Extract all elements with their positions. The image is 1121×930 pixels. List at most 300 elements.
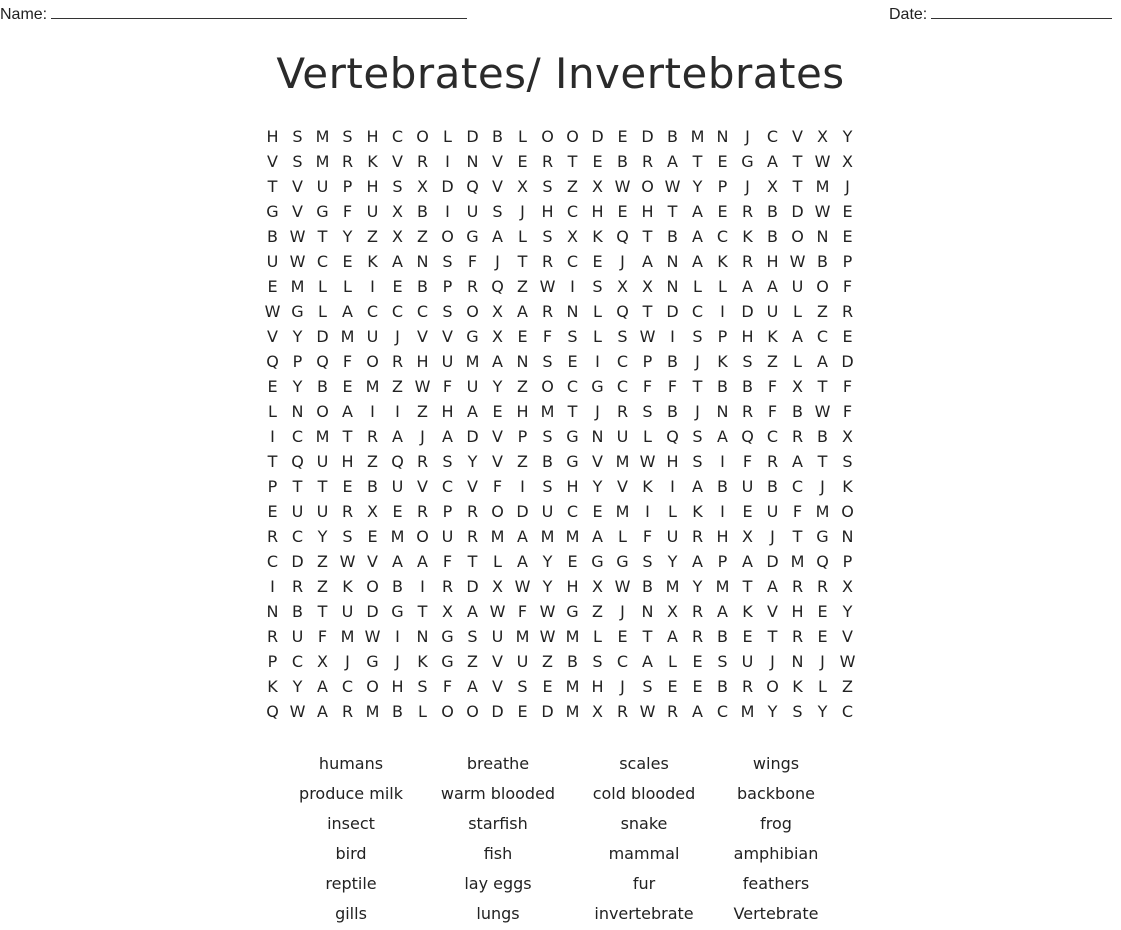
grid-letter: Q — [666, 427, 679, 446]
grid-letter: E — [842, 227, 853, 246]
grid-row — [260, 249, 860, 274]
grid-letter: I — [270, 427, 275, 446]
name-blank-line — [51, 2, 467, 19]
grid-letter: J — [420, 427, 425, 446]
grid-letter: Z — [817, 302, 828, 321]
grid-letter: B — [267, 227, 278, 246]
grid-letter: V — [492, 427, 503, 446]
grid-letter: D — [466, 127, 479, 146]
grid-letter: O — [416, 127, 429, 146]
grid-letter: M — [290, 277, 305, 296]
grid-letter: Q — [616, 227, 629, 246]
grid-letter: K — [742, 602, 753, 621]
grid-letter: L — [793, 302, 802, 321]
grid-letter: A — [467, 402, 478, 421]
grid-letter: G — [741, 152, 754, 171]
grid-letter: A — [467, 602, 478, 621]
grid-letter: M — [365, 702, 380, 721]
grid-letter: P — [842, 552, 853, 571]
grid-row — [260, 574, 860, 599]
grid-letter: K — [742, 227, 753, 246]
grid-letter: P — [342, 177, 353, 196]
grid-letter: A — [642, 252, 653, 271]
word-list-item: warm blooded — [440, 784, 556, 803]
grid-letter: T — [292, 477, 303, 496]
grid-letter: E — [342, 477, 353, 496]
grid-letter: Y — [542, 577, 553, 596]
grid-letter: X — [767, 177, 778, 196]
grid-letter: W — [814, 152, 831, 171]
grid-letter: L — [818, 677, 827, 696]
grid-letter: V — [417, 477, 428, 496]
grid-letter: R — [691, 627, 704, 646]
grid-letter: E — [517, 327, 528, 346]
grid-letter: F — [767, 402, 778, 421]
grid-row — [260, 499, 860, 524]
grid-letter: P — [642, 352, 653, 371]
grid-letter: A — [717, 427, 728, 446]
grid-letter: V — [292, 177, 303, 196]
grid-letter: O — [566, 127, 579, 146]
grid-row — [260, 424, 860, 449]
grid-letter: H — [591, 202, 604, 221]
grid-letter: Y — [342, 227, 353, 246]
grid-letter: C — [441, 477, 454, 496]
grid-letter: O — [466, 702, 479, 721]
grid-letter: M — [340, 327, 355, 346]
grid-letter: H — [566, 477, 579, 496]
grid-letter: N — [716, 127, 729, 146]
grid-letter: B — [367, 477, 378, 496]
grid-letter: C — [366, 302, 379, 321]
grid-letter: E — [267, 377, 278, 396]
grid-letter: G — [616, 552, 629, 571]
grid-letter: N — [416, 627, 429, 646]
grid-letter: U — [791, 277, 804, 296]
word-list-item: mammal — [608, 844, 680, 863]
grid-letter: G — [566, 452, 579, 471]
grid-letter: H — [666, 452, 679, 471]
grid-letter: M — [365, 377, 380, 396]
word-list-item: gills — [335, 904, 367, 923]
grid-letter: J — [620, 602, 625, 621]
grid-letter: W — [264, 302, 281, 321]
grid-letter: Q — [266, 352, 279, 371]
grid-letter: W — [489, 602, 506, 621]
grid-letter: M — [565, 677, 580, 696]
grid-letter: V — [267, 327, 278, 346]
grid-letter: C — [766, 427, 779, 446]
grid-letter: K — [642, 477, 653, 496]
grid-letter: S — [592, 652, 603, 671]
grid-letter: P — [717, 552, 728, 571]
grid-letter: Z — [517, 277, 528, 296]
grid-letter: Y — [767, 702, 778, 721]
grid-letter: S — [517, 677, 528, 696]
grid-letter: P — [717, 327, 728, 346]
grid-letter: J — [395, 327, 400, 346]
grid-row — [260, 449, 860, 474]
grid-letter: Z — [517, 377, 528, 396]
grid-letter: Z — [567, 177, 578, 196]
grid-letter: K — [592, 227, 603, 246]
grid-letter: R — [541, 252, 554, 271]
grid-letter: Z — [392, 377, 403, 396]
grid-letter: A — [417, 552, 428, 571]
grid-letter: H — [766, 252, 779, 271]
grid-letter: Z — [317, 577, 328, 596]
grid-letter: F — [517, 602, 528, 621]
grid-letter: D — [541, 702, 554, 721]
grid-letter: L — [593, 627, 602, 646]
grid-row — [260, 349, 860, 374]
grid-letter: E — [592, 152, 603, 171]
grid-letter: A — [742, 277, 753, 296]
grid-letter: V — [292, 202, 303, 221]
grid-letter: V — [392, 152, 403, 171]
grid-letter: Z — [467, 652, 478, 671]
grid-letter: R — [766, 452, 779, 471]
grid-letter: E — [392, 277, 403, 296]
grid-letter: A — [592, 527, 603, 546]
grid-letter: U — [266, 252, 279, 271]
grid-letter: C — [566, 377, 579, 396]
grid-letter: T — [342, 427, 353, 446]
grid-letter: I — [720, 302, 725, 321]
grid-letter: R — [616, 702, 629, 721]
grid-letter: T — [667, 202, 678, 221]
grid-letter: D — [791, 202, 804, 221]
grid-letter: Y — [292, 377, 303, 396]
grid-letter: Z — [517, 452, 528, 471]
grid-letter: A — [392, 427, 403, 446]
grid-letter: T — [642, 302, 653, 321]
grid-letter: C — [691, 302, 704, 321]
grid-row — [260, 199, 860, 224]
grid-letter: K — [717, 252, 728, 271]
grid-letter: N — [266, 602, 279, 621]
grid-letter: F — [842, 277, 853, 296]
grid-letter: S — [542, 477, 553, 496]
grid-letter: D — [291, 552, 304, 571]
grid-letter: F — [442, 552, 453, 571]
word-list-item: bird — [335, 844, 367, 863]
grid-letter: B — [767, 227, 778, 246]
grid-letter: W — [539, 277, 556, 296]
word-list-item: snake — [620, 814, 668, 833]
grid-letter: X — [517, 177, 528, 196]
grid-letter: W — [639, 702, 656, 721]
grid-letter: C — [416, 302, 429, 321]
grid-letter: F — [842, 402, 853, 421]
grid-letter: L — [618, 527, 627, 546]
grid-letter: R — [341, 502, 354, 521]
grid-letter: Q — [291, 452, 304, 471]
grid-letter: P — [442, 277, 453, 296]
grid-letter: H — [266, 127, 279, 146]
grid-letter: X — [592, 177, 603, 196]
grid-letter: M — [315, 427, 330, 446]
grid-letter: R — [541, 302, 554, 321]
grid-letter: C — [566, 202, 579, 221]
grid-letter: O — [491, 502, 504, 521]
grid-letter: A — [767, 577, 778, 596]
grid-letter: T — [742, 577, 753, 596]
grid-letter: S — [342, 527, 353, 546]
grid-letter: N — [666, 252, 679, 271]
grid-letter: A — [492, 352, 503, 371]
grid-letter: U — [316, 502, 329, 521]
grid-letter: B — [717, 377, 728, 396]
grid-letter: R — [466, 277, 479, 296]
grid-letter: H — [366, 127, 379, 146]
grid-letter: V — [492, 452, 503, 471]
word-list-item: humans — [318, 754, 384, 773]
grid-letter: X — [492, 327, 503, 346]
grid-letter: M — [790, 552, 805, 571]
grid-letter: V — [492, 677, 503, 696]
grid-letter: C — [766, 127, 779, 146]
grid-letter: E — [492, 402, 503, 421]
grid-letter: S — [592, 277, 603, 296]
grid-letter: L — [418, 702, 427, 721]
grid-letter: U — [391, 477, 404, 496]
grid-letter: W — [339, 552, 356, 571]
grid-letter: Q — [266, 702, 279, 721]
grid-letter: R — [466, 502, 479, 521]
grid-letter: X — [492, 577, 503, 596]
grid-letter: B — [667, 352, 678, 371]
grid-letter: A — [692, 227, 703, 246]
grid-letter: X — [442, 602, 453, 621]
grid-letter: A — [817, 352, 828, 371]
grid-letter: Z — [417, 402, 428, 421]
grid-letter: F — [492, 477, 503, 496]
grid-letter: S — [692, 452, 703, 471]
grid-letter: E — [667, 677, 678, 696]
grid-letter: A — [442, 427, 453, 446]
grid-letter: E — [817, 627, 828, 646]
grid-letter: A — [392, 252, 403, 271]
grid-letter: A — [492, 227, 503, 246]
grid-letter: V — [767, 602, 778, 621]
grid-letter: M — [315, 152, 330, 171]
grid-letter: E — [692, 652, 703, 671]
grid-letter: V — [617, 477, 628, 496]
grid-letter: L — [518, 127, 527, 146]
grid-letter: X — [417, 177, 428, 196]
page-title: Vertebrates/ Invertebrates — [276, 49, 845, 98]
grid-letter: A — [667, 152, 678, 171]
grid-letter: B — [667, 402, 678, 421]
grid-letter: A — [792, 327, 803, 346]
grid-letter: I — [520, 477, 525, 496]
grid-letter: X — [617, 277, 628, 296]
grid-letter: U — [466, 202, 479, 221]
grid-letter: D — [466, 577, 479, 596]
name-label: Name: — [0, 6, 48, 23]
grid-letter: D — [491, 702, 504, 721]
grid-letter: L — [518, 227, 527, 246]
grid-letter: I — [445, 202, 450, 221]
grid-letter: A — [467, 677, 478, 696]
grid-letter: E — [817, 602, 828, 621]
grid-letter: G — [591, 552, 604, 571]
grid-letter: H — [516, 402, 529, 421]
grid-letter: W — [289, 227, 306, 246]
grid-letter: H — [591, 677, 604, 696]
grid-letter: B — [292, 602, 303, 621]
grid-letter: R — [391, 352, 404, 371]
grid-letter: K — [842, 477, 853, 496]
grid-row — [260, 699, 860, 724]
grid-letter: P — [292, 352, 303, 371]
grid-letter: W — [789, 252, 806, 271]
name-field — [0, 2, 467, 26]
grid-letter: B — [392, 577, 403, 596]
word-list-item: starfish — [468, 814, 528, 833]
grid-letter: F — [842, 377, 853, 396]
grid-letter: S — [442, 252, 453, 271]
grid-letter: Y — [292, 677, 303, 696]
grid-letter: G — [366, 652, 379, 671]
grid-letter: L — [268, 402, 277, 421]
grid-letter: A — [342, 402, 353, 421]
word-list-item: fish — [483, 844, 513, 863]
grid-letter: R — [791, 577, 804, 596]
grid-letter: M — [565, 702, 580, 721]
grid-letter: X — [842, 152, 853, 171]
grid-letter: L — [718, 277, 727, 296]
grid-row — [260, 624, 860, 649]
grid-letter: S — [642, 402, 653, 421]
grid-letter: K — [692, 502, 703, 521]
grid-letter: S — [392, 177, 403, 196]
grid-letter: R — [466, 527, 479, 546]
grid-letter: C — [716, 227, 729, 246]
grid-letter: R — [341, 152, 354, 171]
grid-letter: A — [392, 552, 403, 571]
grid-letter: X — [392, 227, 403, 246]
grid-letter: B — [667, 227, 678, 246]
grid-letter: Z — [367, 452, 378, 471]
grid-letter: V — [367, 552, 378, 571]
grid-letter: V — [417, 327, 428, 346]
grid-letter: T — [467, 552, 478, 571]
grid-letter: Z — [317, 552, 328, 571]
grid-letter: S — [692, 327, 703, 346]
word-list-item: Vertebrate — [733, 904, 819, 923]
grid-letter: W — [614, 177, 631, 196]
grid-letter: M — [715, 577, 730, 596]
grid-letter: T — [517, 252, 528, 271]
grid-letter: S — [842, 452, 853, 471]
grid-letter: P — [517, 427, 528, 446]
grid-letter: I — [370, 402, 375, 421]
grid-letter: U — [766, 302, 779, 321]
word-list-item: reptile — [325, 874, 377, 893]
grid-letter: S — [567, 327, 578, 346]
grid-letter: T — [417, 602, 428, 621]
grid-letter: U — [616, 427, 629, 446]
grid-letter: W — [364, 627, 381, 646]
grid-letter: C — [616, 377, 629, 396]
grid-letter: B — [817, 252, 828, 271]
grid-letter: L — [793, 352, 802, 371]
grid-letter: U — [541, 502, 554, 521]
grid-letter: C — [616, 652, 629, 671]
grid-letter: M — [490, 527, 505, 546]
grid-letter: P — [717, 177, 728, 196]
grid-letter: C — [341, 677, 354, 696]
grid-letter: A — [517, 302, 528, 321]
grid-letter: A — [342, 302, 353, 321]
grid-letter: C — [291, 652, 304, 671]
grid-letter: A — [792, 452, 803, 471]
grid-letter: N — [816, 227, 829, 246]
grid-letter: W — [614, 577, 631, 596]
grid-letter: W — [414, 377, 431, 396]
word-list-item: produce milk — [299, 784, 403, 803]
grid-letter: S — [542, 352, 553, 371]
grid-letter: F — [542, 327, 553, 346]
grid-letter: E — [567, 352, 578, 371]
word-list-item: invertebrate — [594, 904, 694, 923]
grid-letter: I — [720, 502, 725, 521]
grid-letter: L — [343, 277, 352, 296]
grid-letter: Z — [592, 602, 603, 621]
grid-letter: Q — [391, 452, 404, 471]
grid-letter: T — [567, 152, 578, 171]
grid-letter: O — [416, 527, 429, 546]
grid-letter: N — [566, 302, 579, 321]
grid-letter: E — [617, 627, 628, 646]
grid-letter: N — [716, 402, 729, 421]
grid-letter: O — [316, 402, 329, 421]
grid-letter: D — [466, 427, 479, 446]
grid-letter: Y — [292, 327, 303, 346]
grid-letter: W — [639, 452, 656, 471]
grid-letter: F — [642, 527, 653, 546]
grid-letter: O — [766, 677, 779, 696]
grid-letter: U — [441, 527, 454, 546]
grid-letter: Y — [467, 452, 478, 471]
grid-letter: J — [395, 652, 400, 671]
grid-letter: I — [420, 577, 425, 596]
grid-letter: M — [390, 527, 405, 546]
grid-letter: T — [317, 477, 328, 496]
header-row — [0, 2, 1121, 26]
grid-letter: D — [766, 552, 779, 571]
grid-letter: X — [317, 652, 328, 671]
grid-letter: U — [341, 602, 354, 621]
grid-letter: M — [565, 627, 580, 646]
grid-letter: W — [814, 402, 831, 421]
grid-letter: P — [267, 652, 278, 671]
grid-letter: S — [342, 127, 353, 146]
grid-letter: F — [467, 252, 478, 271]
grid-letter: R — [416, 152, 429, 171]
grid-letter: J — [820, 652, 825, 671]
grid-letter: K — [417, 652, 428, 671]
grid-letter: O — [641, 177, 654, 196]
grid-letter: A — [517, 527, 528, 546]
word-list-item: frog — [760, 814, 792, 833]
grid-letter: E — [692, 677, 703, 696]
grid-letter: T — [692, 377, 703, 396]
grid-letter: B — [717, 477, 728, 496]
date-field — [889, 2, 1112, 26]
